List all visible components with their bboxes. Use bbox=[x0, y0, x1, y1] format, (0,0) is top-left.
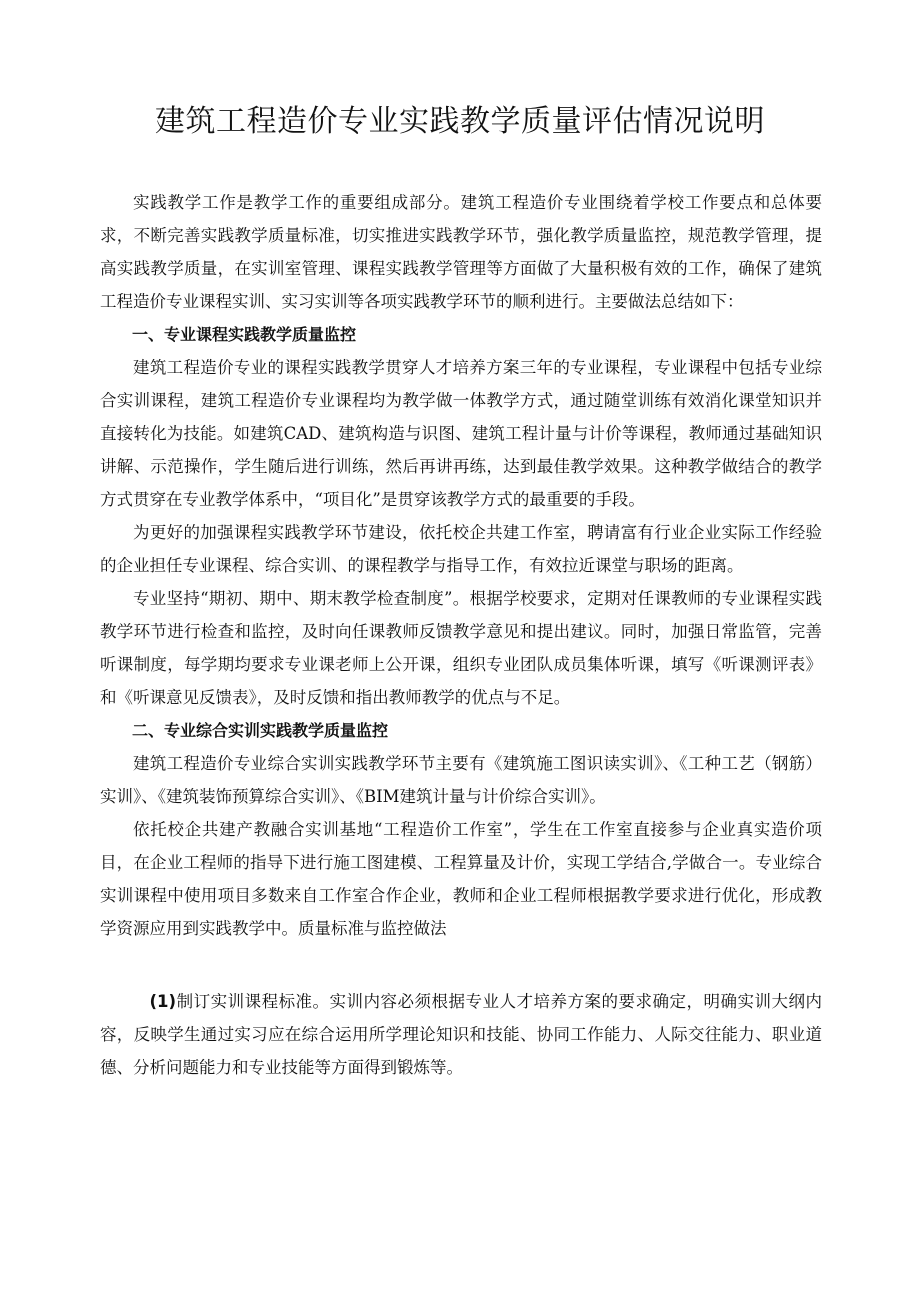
paragraph-gap bbox=[100, 945, 822, 985]
document-title: 建筑工程造价专业实践教学质量评估情况说明 bbox=[155, 104, 765, 139]
item-number: (1) bbox=[149, 992, 177, 1011]
item-text: 制订实训课程标准。实训内容必须根据专业人才培养方案的要求确定，明确实训大纲内容，反映学生通过实习应在综合运用所学理论知识和技能、协同工作能力、人际交往能力、职业道德、分析问题能力和专业技能等方面得到锻炼等。 bbox=[100, 992, 822, 1077]
document-body bbox=[100, 186, 822, 1084]
paragraph-studio-cooperation: 为更好的加强课程实践教学环节建设，依托校企共建工作室，聘请富有行业企业实际工作经验的企业担任专业课程、综合实训、的课程教学与指导工作，有效拉近课堂与职场的距离。 bbox=[100, 523, 822, 575]
section-heading-2: 二、专业综合实训实践教学质量监控 bbox=[132, 721, 389, 740]
numbered-item-1 bbox=[100, 985, 822, 1084]
paragraph-training-courses: 建筑工程造价专业综合实训实践教学环节主要有《建筑施工图识读实训》、《工种工艺（钢筋）实训》、《建筑装饰预算综合实训》、《BIM建筑计量与计价综合实训》。 bbox=[100, 754, 822, 806]
paragraph-inspection-system: 专业坚持“期初、期中、期末教学检查制度”。根据学校要求，定期对任课教师的专业课程实践教学环节进行检查和监控，及时向任课教师反馈教学意见和提出建议。同时，加强日常监管，完善听课制度，每学期均要求专业课老师上公开课，组织专业团队成员集体听课，填写《听课测评表》和《听课意见反馈表》，及时反馈和指出教师教学的优点与不足。 bbox=[100, 589, 822, 707]
paragraph-training-base: 依托校企共建产教融合实训基地“工程造价工作室”，学生在工作室直接参与企业真实造价项目，在企业工程师的指导下进行施工图建模、工程算量及计价，实现工学结合,学做合一。专业综合实训课程中使用项目多数来自工作室合作企业，教师和企业工程师根据教学要求进行优化，形成教学资源应用到实践教学中。质量标准与监控做法 bbox=[100, 820, 822, 938]
section-heading-1: 一、专业课程实践教学质量监控 bbox=[132, 325, 357, 344]
intro-paragraph: 实践教学工作是教学工作的重要组成部分。建筑工程造价专业围绕着学校工作要点和总体要求，不断完善实践教学质量标准，切实推进实践教学环节，强化教学质量监控，规范教学管理，提高实践教学质量，在实训室管理、课程实践教学管理等方面做了大量积极有效的工作，确保了建筑工程造价专业课程实训、实习实训等各项实践教学环节的顺利进行。主要做法总结如下： bbox=[100, 193, 822, 311]
paragraph-course-practice: 建筑工程造价专业的课程实践教学贯穿人才培养方案三年的专业课程，专业课程中包括专业综合实训课程，建筑工程造价专业课程均为教学做一体教学方式，通过随堂训练有效消化课堂知识并直接转化为技能。如建筑CAD、建筑构造与识图、建筑工程计量与计价等课程，教师通过基础知识讲解、示范操作，学生随后进行训练，然后再讲再练，达到最佳教学效果。这种教学做结合的教学方式贯穿在专业教学体系中，“项目化”是贯穿该教学方式的最重要的手段。 bbox=[100, 358, 822, 509]
